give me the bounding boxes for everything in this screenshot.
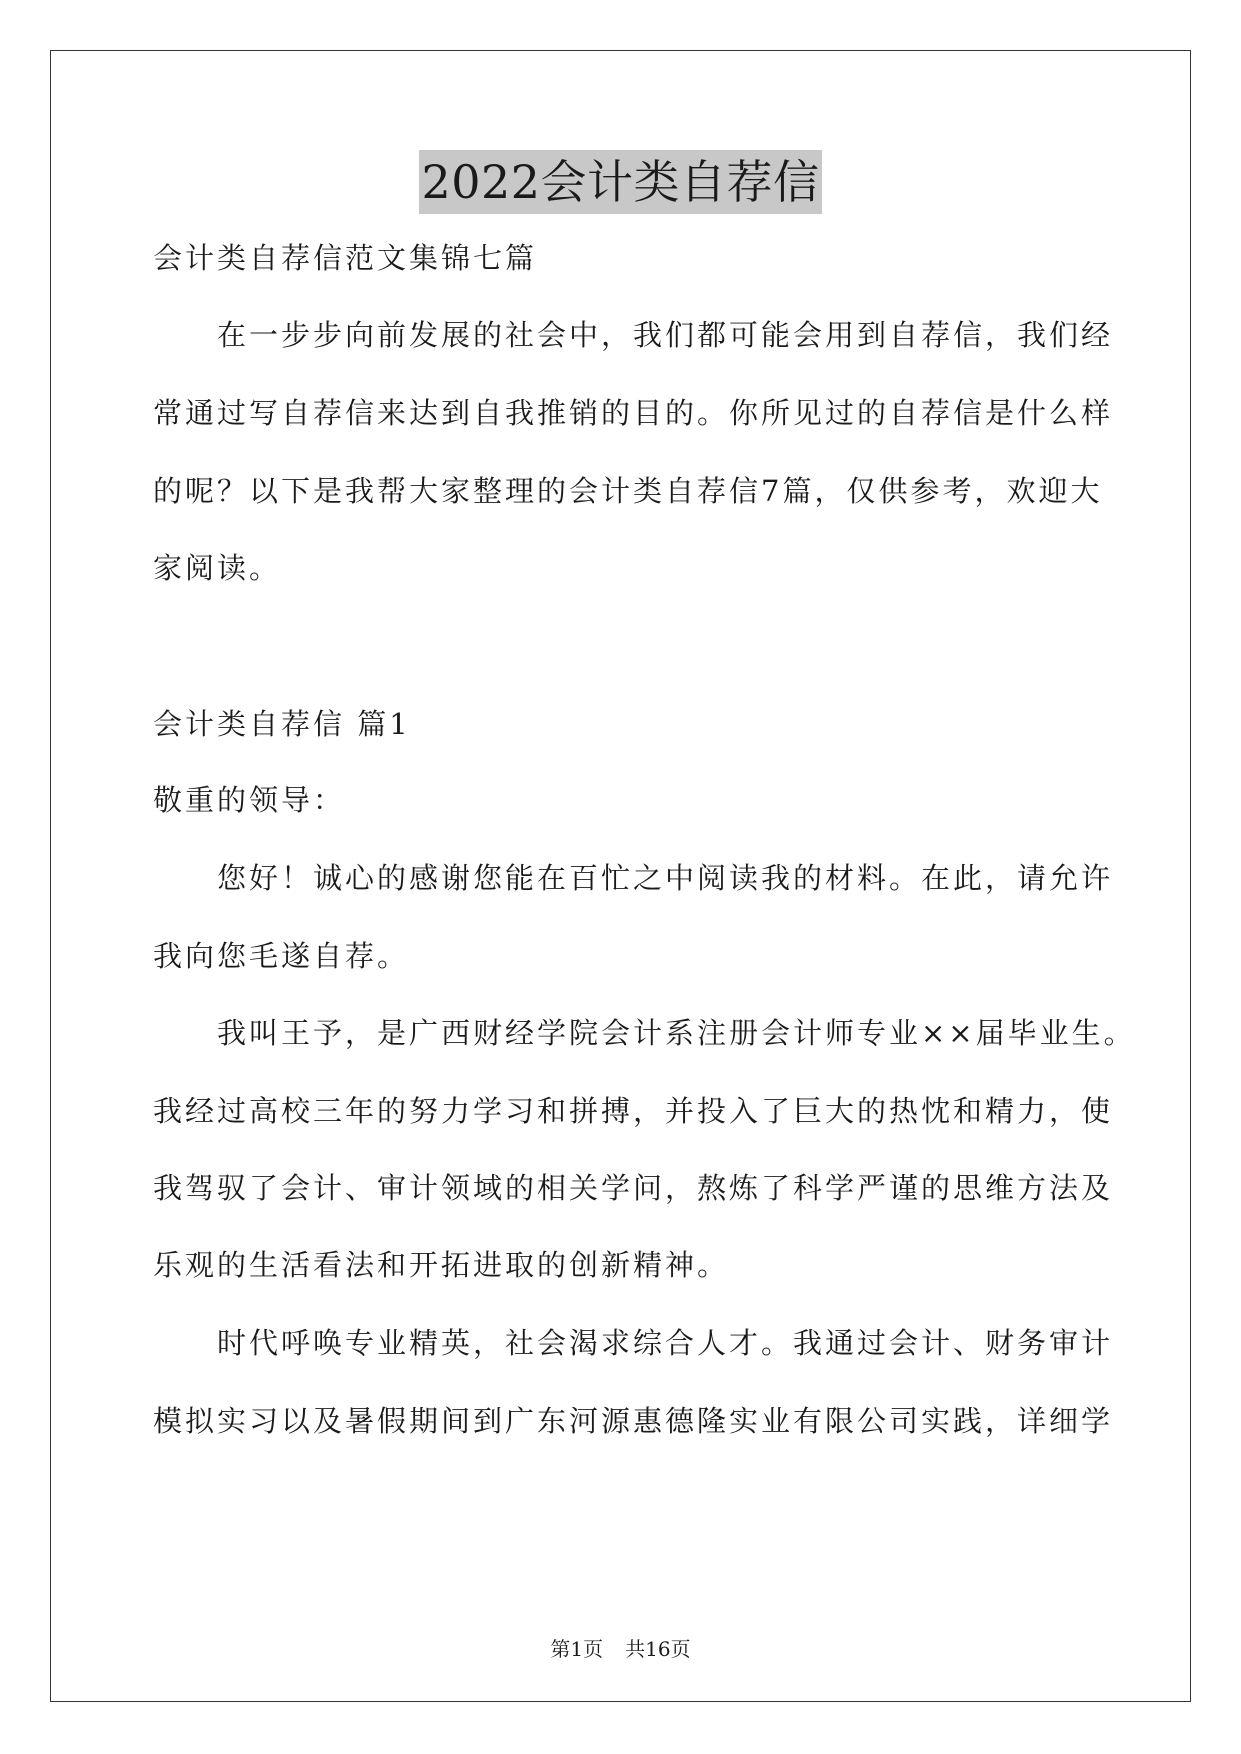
body-line: 家阅读。 <box>153 551 282 585</box>
body-line: 您好！诚心的感谢您能在百忙之中阅读我的材料。在此，请允许 <box>153 861 1114 895</box>
body-line: 在一步步向前发展的社会中，我们都可能会用到自荐信，我们经 <box>153 318 1114 352</box>
body-line: 我驾驭了会计、审计领域的相关学问，熬炼了科学严谨的思维方法及 <box>153 1171 1114 1205</box>
body-line: 乐观的生活看法和开拓进取的创新精神。 <box>153 1248 730 1282</box>
body-line: 的呢？以下是我帮大家整理的会计类自荐信7篇，仅供参考，欢迎大 <box>153 474 1103 508</box>
page-total: 共16页 <box>625 1637 691 1661</box>
body-line: 我叫王予，是广西财经学院会计系注册会计师专业××届毕业生。 <box>153 1016 1136 1050</box>
body-line: 时代呼唤专业精英，社会渴求综合人才。我通过会计、财务审计 <box>153 1326 1114 1360</box>
document-title: 2022会计类自荐信 <box>419 150 821 214</box>
title-container <box>0 150 1241 214</box>
body-line: 我向您毛遂自荐。 <box>153 939 410 973</box>
salutation-line: 敬重的领导： <box>153 783 346 817</box>
body-line: 我经过高校三年的努力学习和拼搏，并投入了巨大的热忱和精力，使 <box>153 1094 1114 1128</box>
page-footer <box>0 1636 1241 1662</box>
body-line: 模拟实习以及暑假期间到广东河源惠德隆实业有限公司实践，详细学 <box>153 1404 1114 1438</box>
page-number: 第1页 <box>550 1637 604 1661</box>
body-line: 常通过写自荐信来达到自我推销的目的。你所见过的自荐信是什么样 <box>153 396 1114 430</box>
section-heading: 会计类自荐信 篇1 <box>153 707 411 741</box>
subtitle-line: 会计类自荐信范文集锦七篇 <box>153 241 538 275</box>
